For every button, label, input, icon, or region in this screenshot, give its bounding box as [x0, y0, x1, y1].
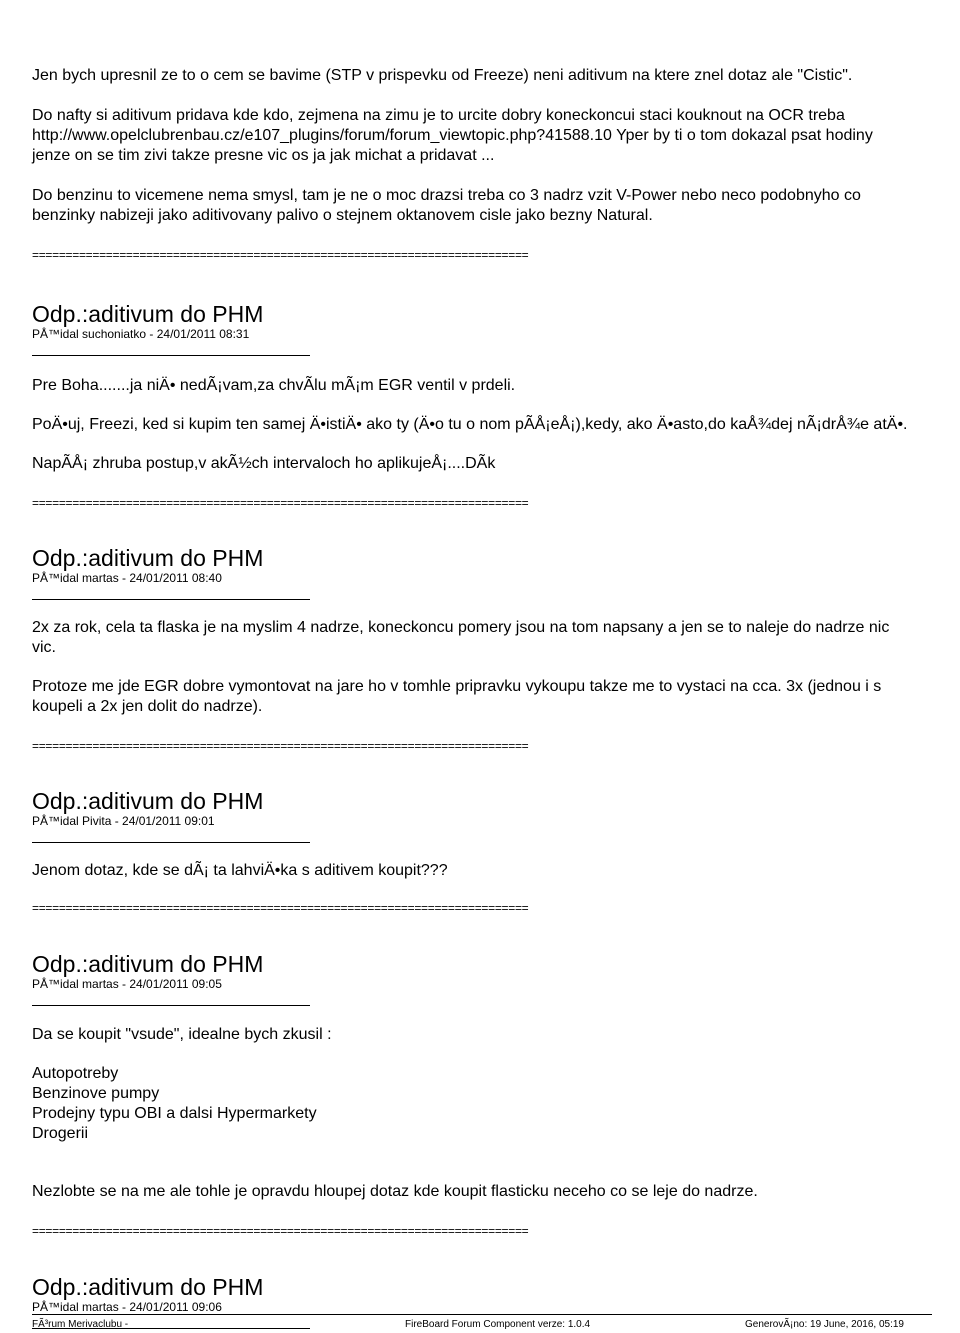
post	[32, 788, 932, 915]
footer-site: FÃ³rum Merivaclubu -	[32, 1319, 129, 1330]
post-title: Odp.:aditivum do PHM	[32, 545, 264, 571]
post-title: Odp.:aditivum do PHM	[32, 951, 264, 977]
post	[32, 301, 932, 510]
post-paragraph: PoÄ•uj, Freezi, ked si kupim ten samej Ä•istiÄ• ako ty (Ä•o tu o nom pÃÅ¡eÅ¡),kedy, ako Ä•asto,do kaÅ¾dej nÃ¡drÅ¾e atÄ•.	[32, 416, 908, 433]
post-title: Odp.:aditivum do PHM	[32, 301, 264, 327]
footer-component: FireBoard Forum Component verze: 1.0.4	[405, 1319, 591, 1330]
separator: ==========================================================================	[32, 1224, 529, 1238]
post-meta: PÅ™idal suchoniatko - 24/01/2011 08:31	[32, 327, 250, 341]
intro-paragraph-2: Do nafty si aditivum pridava kde kdo, zejmena na zimu je to urcite dobry koneckoncui staci kouknout na OCR treba http://www.opelclubrenbau.cz/e107_plugins/forum/forum_viewtopic.php?41588.10 Yper by ti o tom dokazal psat hodiny jenze on se tim zivi takze presne vic os ja jak michat a pridavat ...	[32, 107, 873, 164]
post-paragraph: Protoze me jde EGR dobre vymontovat na jare ho v tomhle pripravku vykoupu takze me to vystaci na cca. 3x (jednou i s koupeli a 2x jen dolit do nadrze).	[32, 678, 882, 715]
document-body	[32, 66, 932, 1329]
separator: ==========================================================================	[32, 496, 529, 510]
post-title: Odp.:aditivum do PHM	[32, 1274, 264, 1300]
post-paragraph: 2x za rok, cela ta flaska je na myslim 4 nadrze, koneckoncu pomery jsou na tom napsany a jen se to naleje do nadrze nic vic.	[32, 619, 890, 656]
meta-rule	[32, 1005, 310, 1006]
separator: ==========================================================================	[32, 901, 529, 915]
meta-rule	[32, 599, 310, 600]
post-paragraph: Da se koupit "vsude", idealne bych zkusil :	[32, 1026, 332, 1043]
post-paragraph: Pre Boha.......ja niÄ• nedÃ¡vam,za chvÃlu mÃ¡m EGR ventil v prdeli.	[32, 377, 516, 394]
separator: ==========================================================================	[32, 248, 529, 262]
meta-rule	[32, 842, 310, 843]
post-meta: PÅ™idal martas - 24/01/2011 09:05	[32, 977, 222, 991]
intro-paragraph-1: Jen bych upresnil ze to o cem se bavime (STP v prispevku od Freeze) neni aditivum na ktere znel dotaz ale "Cistic".	[32, 67, 853, 84]
page-footer	[32, 1314, 932, 1333]
footer-generated: GenerovÃ¡no: 19 June, 2016, 05:19	[744, 1319, 904, 1330]
meta-rule	[32, 355, 310, 356]
post-paragraph: Jenom dotaz, kde se dÃ¡ ta lahviÄ•ka s aditivem koupit???	[32, 862, 448, 879]
post-meta: PÅ™idal martas - 24/01/2011 09:06	[32, 1300, 222, 1314]
post	[32, 951, 932, 1238]
post	[32, 545, 932, 753]
intro-paragraph-3: Do benzinu to vicemene nema smysl, tam je ne o moc drazsi treba co 3 nadrz vzit V-Power nebo neco podobnyho co benzinky nabizeji jako aditivovany palivo o stejnem oktanovem cisle jako bezny Natural.	[32, 187, 861, 224]
post-paragraph: Nezlobte se na me ale tohle je opravdu hloupej dotaz kde koupit flasticku neceho co se leje do nadrze.	[32, 1183, 758, 1200]
post-meta: PÅ™idal martas - 24/01/2011 08:40	[32, 571, 222, 585]
post-meta: PÅ™idal Pivita - 24/01/2011 09:01	[32, 814, 215, 828]
separator: ==========================================================================	[32, 739, 529, 753]
post-title: Odp.:aditivum do PHM	[32, 788, 264, 814]
post-paragraph: Autopotreby Benzinove pumpy Prodejny typu OBI a dalsi Hypermarkety Drogerii	[32, 1065, 317, 1142]
post-paragraph: NapÃÅ¡ zhruba postup,v akÃ½ch intervaloch ho aplikujeÅ¡....DÃk	[32, 455, 496, 472]
